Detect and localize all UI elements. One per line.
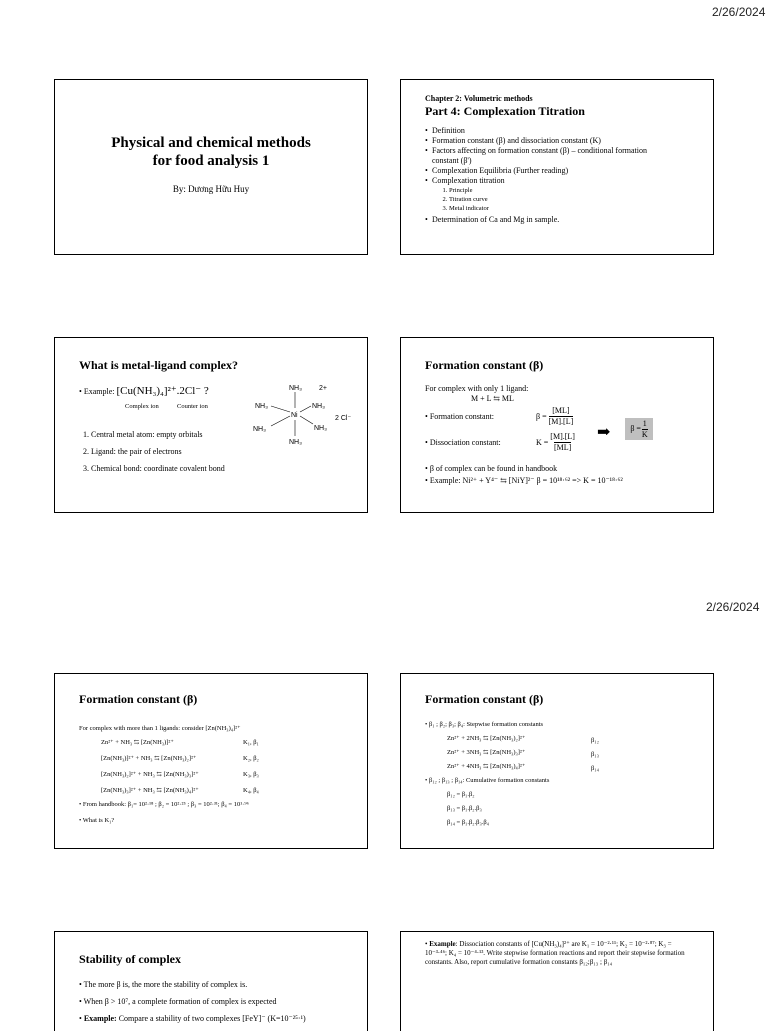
slide-heading: Stability of complex: [79, 952, 181, 966]
reaction-constant: K₃, β₃: [243, 771, 259, 778]
title-line-1: Physical and chemical methods: [111, 135, 311, 151]
header-date-bottom: 2/26/2024: [706, 600, 760, 614]
point-item: 2. Ligand: the pair of electrons: [91, 447, 249, 457]
outline-item: • Complexation Equilibria (Further reading): [425, 166, 705, 176]
k-formula: K = $\frac{[M].[L]}{[ML]}$: [536, 432, 575, 452]
outline-subitem: 1. Principle: [449, 186, 705, 195]
author: By: Dương Hữu Huy: [172, 184, 250, 194]
reaction-row: [Zn(NH₃)]²⁺ + NH₃ ⇆ [Zn(NH₃)₂]²⁺: [101, 755, 197, 762]
reaction-constant: β₁₂: [591, 737, 599, 744]
charge-label: 2+: [319, 385, 327, 392]
stability-example: • Example: Compare a stability of two complexes [FeY]⁻ (K=10⁻²⁵·¹): [79, 1014, 306, 1023]
example-line: • Example: Ni²⁺ + Y⁴⁻ ⇆ [NiY]²⁻ β = 10¹⁸·⁶² => K = 10⁻¹⁸·⁶²: [425, 476, 623, 485]
ligand-label: NH₃: [314, 425, 327, 432]
reaction-row: Zn²⁺ + 4NH₃ ⇆ [Zn(NH₃)₄]²⁺: [447, 763, 526, 770]
question: • What is K₁?: [79, 817, 115, 824]
handbook-note: • β of complex can be found in handbook: [425, 464, 558, 473]
intro-text: For complex with only 1 ligand:: [425, 384, 529, 393]
reaction-row: [Zn(NH₃)₃]²⁺ + NH₃ ⇆ [Zn(NH₃)₄]²⁺: [101, 787, 199, 794]
outline-item: • Factors affecting on formation constant (β) – conditional formation constant (β'): [425, 146, 705, 166]
slide-formation-constant-2: [54, 673, 368, 849]
outline-subitem: 2. Titration curve: [449, 195, 705, 204]
reaction-row: Zn²⁺ + NH₃ ⇆ [Zn(NH₃)]²⁺: [101, 739, 174, 746]
slide-title: [54, 79, 368, 255]
complex-ion-label: Complex ion: [125, 403, 159, 410]
reaction-constant: K₁, β₁: [243, 739, 259, 746]
ligand-label: NH₃: [312, 403, 325, 410]
intro-text: For complex with more than 1 ligands: consider [Zn(NH₃)₄]²⁺: [79, 725, 241, 732]
cumulative-product: β₁₄ = β₁.β₂.β₃.β₄: [447, 819, 489, 826]
reaction-row: Zn²⁺ + 3NH₃ ⇆ [Zn(NH₃)₃]²⁺: [447, 749, 526, 756]
reaction-row: Zn²⁺ + 2NH₃ ⇆ [Zn(NH₃)₂]²⁺: [447, 735, 526, 742]
nickel-complex-diagram: [247, 378, 363, 450]
example-label: Example:: [83, 387, 115, 396]
cumulative-label: • β₁₂ ; β₁₃ ; β₁₄: Cumulative formation constants: [425, 777, 550, 784]
reaction-constant: K₄, β₄: [243, 787, 259, 794]
counter-ion: 2 Cl⁻: [335, 415, 352, 422]
reaction-constant: β₁₃: [591, 751, 599, 758]
metal-center: Ni: [291, 412, 298, 419]
counter-ion-label: Counter ion: [177, 403, 208, 410]
title-line-2: for food analysis 1: [152, 153, 270, 169]
handbook-values: • From handbook: β₁= 10²·¹⁸ ; β₂ = 10²·²⁵ ; β₃ = 10²·³¹; β₄ = 10¹·⁹⁶: [79, 801, 249, 808]
dissociation-label: • Dissociation constant:: [425, 438, 501, 447]
stepwise-label: • β₁ ; β₂; β₃; β₄: Stepwise formation constants: [425, 721, 544, 728]
ligand-label: NH₃: [289, 439, 302, 446]
slide-cumulative-constants: [400, 673, 714, 849]
header-date-top: 2/26/2024: [712, 5, 766, 19]
stability-point: • The more β is, the more the stability of complex is.: [79, 980, 248, 989]
point-item: 3. Chemical bond: coordinate covalent bond: [91, 464, 249, 474]
slide-heading: What is metal-ligand complex?: [79, 358, 238, 372]
arrow-right-icon: ➡: [597, 424, 611, 441]
ligand-label: NH₃: [255, 403, 268, 410]
cumulative-product: β₁₂ = β₁.β₂: [447, 791, 475, 798]
formation-label: • Formation constant:: [425, 412, 495, 421]
beta-formula: β = $\frac{[ML]}{[M].[L]}$: [536, 406, 574, 426]
cumulative-product: β₁₃ = β₁.β₂.β₃: [447, 805, 482, 812]
outline-item: • Determination of Ca and Mg in sample.: [425, 215, 705, 225]
slide-stability: [54, 931, 368, 1031]
reaction-constant: K₂, β₂: [243, 755, 259, 762]
result-box: β = $\frac{1}{K}$: [625, 418, 653, 440]
slide-formation-constant-1: [400, 337, 714, 513]
ligand-label: NH₃: [289, 385, 302, 392]
reaction-constant: β₁₄: [591, 765, 599, 772]
part-title: Part 4: Complexation Titration: [425, 104, 585, 118]
exercise-text: • Example: Dissociation constants of [Cu(NH₃)₄]²⁺ are K₁ = 10⁻²·¹¹; K₂ = 10⁻²·⁸⁷; K₃ = 10⁻³·⁴⁶; K₄ = 10⁻⁴·¹³. Write stepwise formation reactions and report their stepwise formation constants. Also, report cumulative formation constants β₁₂;β₁₃ ; β₁₄: [425, 940, 685, 966]
example-formula: [Cu(NH₃)₄]²⁺.2Cl⁻ ?: [116, 385, 209, 397]
slide-heading: Formation constant (β): [79, 692, 198, 706]
stability-point: • When β > 10⁷, a complete formation of complex is expected: [79, 997, 277, 1006]
reaction-row: [Zn(NH₃)₂]²⁺ + NH₃ ⇆ [Zn(NH₃)₃]²⁺: [101, 771, 199, 778]
outline-item: • Complexation titration: [425, 176, 705, 186]
outline-subitem: 3. Metal indicator: [449, 204, 705, 213]
slide-heading: Formation constant (β): [425, 692, 544, 706]
outline-item: • Formation constant (β) and dissociation constant (K): [425, 136, 705, 146]
reaction: M + L ⇆ ML: [471, 394, 514, 403]
slide-outline: [400, 79, 714, 255]
slide-complex-definition: What is metal-ligand complex? • Example: [Cu(NH₃)₄]²⁺.2Cl⁻ ? Complex ion Counter ion 1. Central metal atom: empty orbitals 2. Ligand: the pair of electrons 3. Chemical bond: coordinate covalent bond Ni NH₃ NH₃ NH₃ NH₃ NH₃ NH₃ 2+ 2 Cl⁻: [54, 337, 368, 513]
slide-exercise: [400, 931, 714, 1031]
outline-item: • Definition: [425, 126, 705, 136]
chapter-label: Chapter 2: Volumetric methods: [425, 94, 533, 103]
point-item: 1. Central metal atom: empty orbitals: [91, 430, 249, 440]
slide-heading: Formation constant (β): [425, 358, 544, 372]
ligand-label: NH₃: [253, 426, 266, 433]
